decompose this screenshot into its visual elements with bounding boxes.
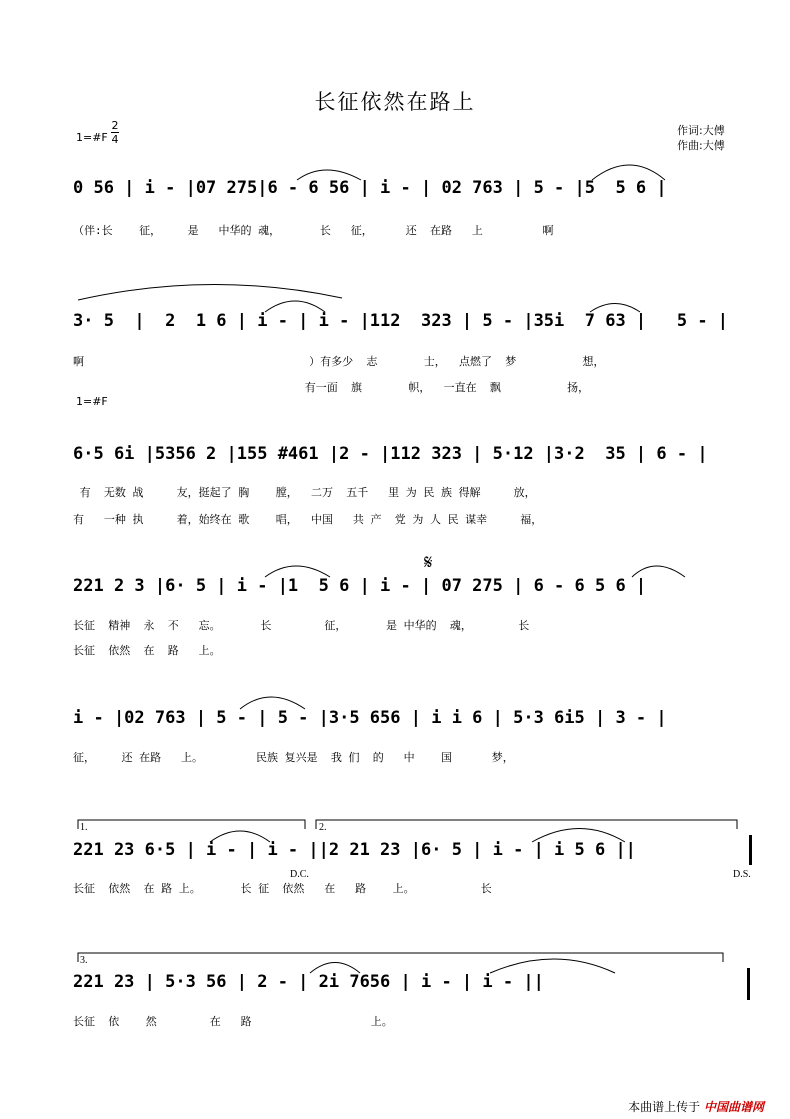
slur — [265, 301, 325, 312]
slur — [632, 566, 685, 577]
composer: 作曲:大傅 — [677, 139, 725, 152]
slur — [592, 165, 665, 180]
notes-line-3: 6·5 6i |5356 2 |155 #461 |2 - |112 323 | 5·12 |3·2 35 | 6 - | — [73, 444, 708, 464]
volta-1: 1. — [80, 822, 88, 833]
slur — [532, 829, 625, 843]
lyrics-line-4b: 长征 依然 在 路 上。 — [73, 644, 221, 657]
page-title: 长征依然在路上 — [314, 90, 476, 114]
lyrics-line-2b: 有一面 旗 帜， 一直在 飘 扬， — [73, 381, 590, 394]
lyrics-line-3a: 有 无数 战 友，挺起了 胸 膛， 二万 五千 里 为 民 族 得解 放， — [73, 486, 536, 499]
lyrics-line-2a: 啊 ）有多少 志 士， 点燃了 梦 想， — [73, 355, 605, 368]
slur — [490, 959, 615, 973]
time-signature-top: 2 — [111, 119, 119, 132]
lyricist: 作词:大傅 — [677, 124, 725, 137]
volta-bracket-2 — [316, 820, 737, 829]
notes-line-1: 0 56 | i - |07 275|6 - 6 56 | i - | 02 763 | 5 - |5 5 6 | — [73, 178, 667, 198]
lyrics-line-6: 长征 依然 在 路 上。 长 征 依然 在 路 上。 长 — [73, 882, 492, 895]
lyrics-line-4a: 长征 精神 永 不 忘。 长 征， 是 中华的 魂， 长 — [73, 619, 530, 632]
slur — [310, 963, 360, 974]
key-change: 1=#F — [76, 395, 108, 408]
dc-mark: D.C. — [290, 869, 309, 880]
slur-long — [78, 284, 342, 300]
slur — [210, 831, 270, 842]
slur — [240, 697, 305, 709]
ds-mark: D.S. — [733, 869, 751, 880]
slur — [265, 566, 330, 577]
ds-barline — [749, 835, 752, 865]
slur — [590, 304, 640, 313]
lyrics-line-7: 长征 依 然 在 路 上。 — [73, 1015, 393, 1028]
notes-line-7: 221 23 | 5·3 56 | 2 - | 2i 7656 | i - | i - || — [73, 972, 544, 992]
segno-icon: 𝄋 — [424, 552, 433, 574]
footer-brand[interactable]: 中国曲谱网 — [703, 1100, 764, 1114]
lyrics-line-1: （伴:长 征， 是 中华的 魂， 长 征， 还 在路 上 啊 — [73, 224, 554, 237]
footer-text: 本曲谱上传于 — [628, 1100, 701, 1114]
time-signature-bottom: 4 — [111, 133, 119, 146]
notes-line-6: 221 23 6·5 | i - | i - ||2 21 23 |6· 5 | i - | i 5 6 || — [73, 840, 636, 860]
notes-line-2: 3· 5 | 2 1 6 | i - | i - |112 323 | 5 - |35i 7 63 | 5 - | — [73, 311, 729, 331]
volta-2: 2. — [319, 822, 327, 833]
volta-bracket-3 — [78, 953, 723, 962]
key-signature: 1=#F — [76, 131, 108, 144]
lyrics-line-5: 征， 还 在路 上。 民族 复兴是 我 们 的 中 国 梦， — [73, 751, 514, 764]
volta-bracket-1 — [78, 820, 305, 829]
lyrics-line-3b: 有 一种 执 着，始终在 歌 唱， 中国 共 产 党 为 人 民 谋幸 福， — [73, 513, 543, 526]
volta-3: 3. — [80, 955, 88, 966]
final-barline — [747, 968, 750, 1000]
notes-line-5: i - |02 763 | 5 - | 5 - |3·5 656 | i i 6 | 5·3 6i5 | 3 - | — [73, 708, 667, 728]
notes-line-4: 221 2 3 |6· 5 | i - |1 5 6 | i - | 07 275 | 6 - 6 5 6 | — [73, 576, 647, 596]
slur — [297, 170, 361, 180]
footer — [628, 1098, 764, 1115]
